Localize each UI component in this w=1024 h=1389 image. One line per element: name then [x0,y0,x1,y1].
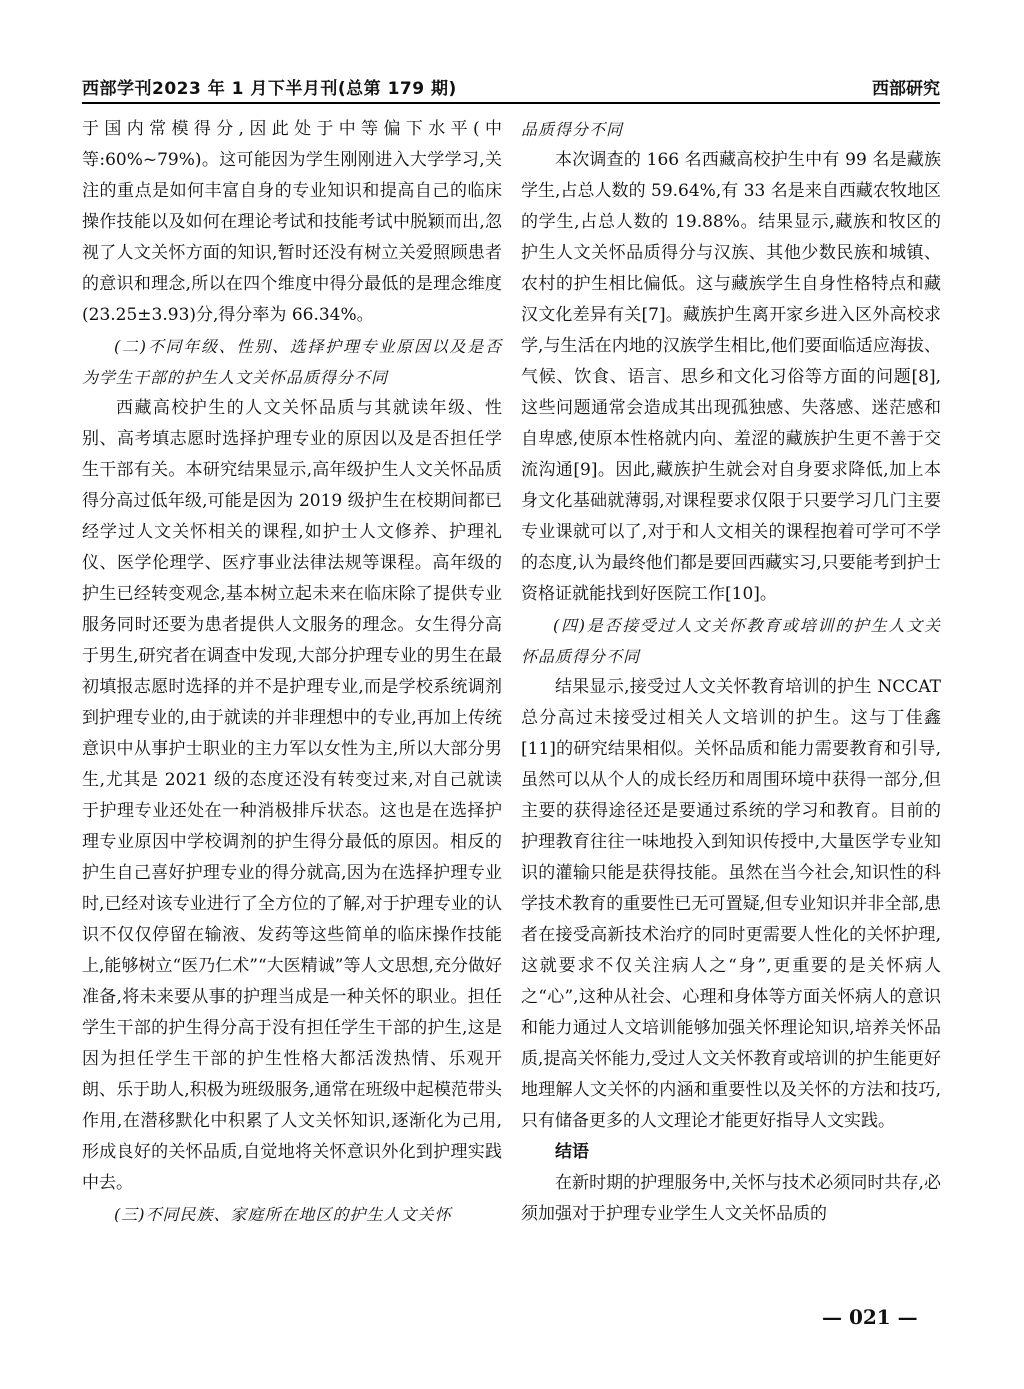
subsection-heading-2: (二)不同年级、性别、选择护理专业原因以及是否为学生干部的护生人文关怀品质得分不同 [82,337,502,387]
paragraph: 本次调查的 166 名西藏高校护生中有 99 名是藏族学生,占总人数的 59.64%,有 33 名是来自西藏农牧地区的学生,占总人数的 19.88%。结果显示,藏族和牧区的护生人文关怀品质得分与汉族、其他少数民族和城镇、农村的护生相比偏低。这与藏族学生自身性格特点和藏汉文化差异有关[7]。藏族护生离开家乡进入区外高校求学,与生活在内地的汉族学生相比,他们要面临适应海拔、气候、饮食、语言、思乡和文化习俗等方面的问题[8],这些问题通常会造成其出现孤独感、失落感、迷茫感和自卑感,使原本性格就内向、羞涩的藏族护生更不善于交流沟通[9]。因此,藏族护生就会对自身要求降低,加上本身文化基础就薄弱,对课程要求仅限于只要学习几门主要专业课就可以了,对于和人文相关的课程抱着可学可不学的态度,认为最终他们都是要回西藏实习,只要能考到护士资格证就能找到好医院工作[10]。 [521,150,941,604]
running-header [82,68,940,104]
paragraph: 西藏高校护生的人文关怀品质与其就读年级、性别、高考填志愿时选择护理专业的原因以及是否担任学生干部有关。本研究结果显示,高年级护生人文关怀品质得分高过低年级,可能是因为 2019 级护生在校期间都已经学过人文关怀相关的课程,如护士人文修养、护理礼仪、医学伦理学、医疗事业法律法规等课程。高年级的护生已经转变观念,基本树立起未来在临床除了提供专业服务同时还要为患者提供人文服务的理念。女生得分高于男生,研究者在调查中发现,大部分护理专业的男生在最初填报志愿时选择的并不是护理专业,而是学校系统调剂到护理专业的,由于就读的并非理想中的专业,再加上传统意识中从事护士职业的主力军以女性为主,所以大部分男生,尤其是 2021 级的态度还没有转变过来,对自己就读于护理专业还处在一种消极排斥状态。这也是在选择护理专业原因中学校调剂的护生得分最低的原因。相反的护生自己喜好护理专业的得分就高,因为在选择护理专业时,已经对该专业进行了全方位的了解,对于护理专业的认识不仅仅停留在输液、发药等这些简单的临床操作技能上,能够树立“医乃仁术”“大医精诚”等人文思想,充分做好准备,将未来要从事的护理当成是一种关怀的职业。担任学生干部的护生得分高于没有担任学生干部的护生,这是因为担任学生干部的护生性格大都活泼热情、乐观开朗、乐于助人,积极为班级服务,通常在班级中起模范带头作用,在潜移默化中积累了人文关怀知识,逐渐化为己用,形成良好的关怀品质,自觉地将关怀意识外化到护理实践中去。 [82,398,502,1193]
left-column [82,114,502,1230]
journal-title: 西部学刊2023 年 1 月下半月刊(总第 179 期) [82,79,457,99]
paragraph: 在新时期的护理服务中,关怀与技术必须同时共存,必须加强对于护理专业学生人文关怀品质的 [521,1173,941,1224]
right-column [521,114,941,1230]
subsection-heading-3: (三)不同民族、家庭所在地区的护生人文关怀 [114,1205,452,1224]
section-title: 西部研究 [872,79,940,99]
conclusion-heading: 结语 [555,1142,589,1162]
paragraph: 于国内常模得分,因此处于中等偏下水平(中等:60%~79%)。这可能因为学生刚刚进入大学学习,关注的重点是如何丰富自身的专业知识和提高自己的临床操作技能以及如何在理论考试和技能考试中脱颖而出,忽视了人文关怀方面的知识,暂时还没有树立关爱照顾患者的意识和理念,所以在四个维度中得分最低的是理念维度(23.25±3.93)分,得分率为 66.34%。 [82,119,502,325]
paragraph: 结果显示,接受过人文关怀教育培训的护生 NCCAT 总分高过未接受过相关人文培训的护生。这与丁佳鑫[11]的研究结果相似。关怀品质和能力需要教育和引导,虽然可以从个人的成长经历和周围环境中获得一部分,但主要的获得途径还是要通过系统的学习和教育。目前的护理教育往往一味地投入到知识传授中,大量医学专业知识的灌输只能是获得技能。虽然在当今社会,知识性的科学技术教育的重要性已无可置疑,但专业知识并非全部,患者在接受高新技术治疗的同时更需要人性化的关怀护理,这就要求不仅关注病人之“身”,更重要的是关怀病人之“心”,这种从社会、心理和身体等方面关怀病人的意识和能力通过人文培训能够加强关怀理论知识,培养关怀品质,提高关怀能力,受过人文关怀教育或培训的护生能更好地理解人文关怀的内涵和重要性以及关怀的方法和技巧,只有储备更多的人文理论才能更好指导人文实践。 [521,677,941,1131]
subsection-heading-4: (四)是否接受过人文关怀教育或培训的护生人文关怀品质得分不同 [521,616,941,666]
subsection-heading-3-continued: 品质得分不同 [521,120,624,139]
page-number: — 021 — [822,1305,918,1329]
